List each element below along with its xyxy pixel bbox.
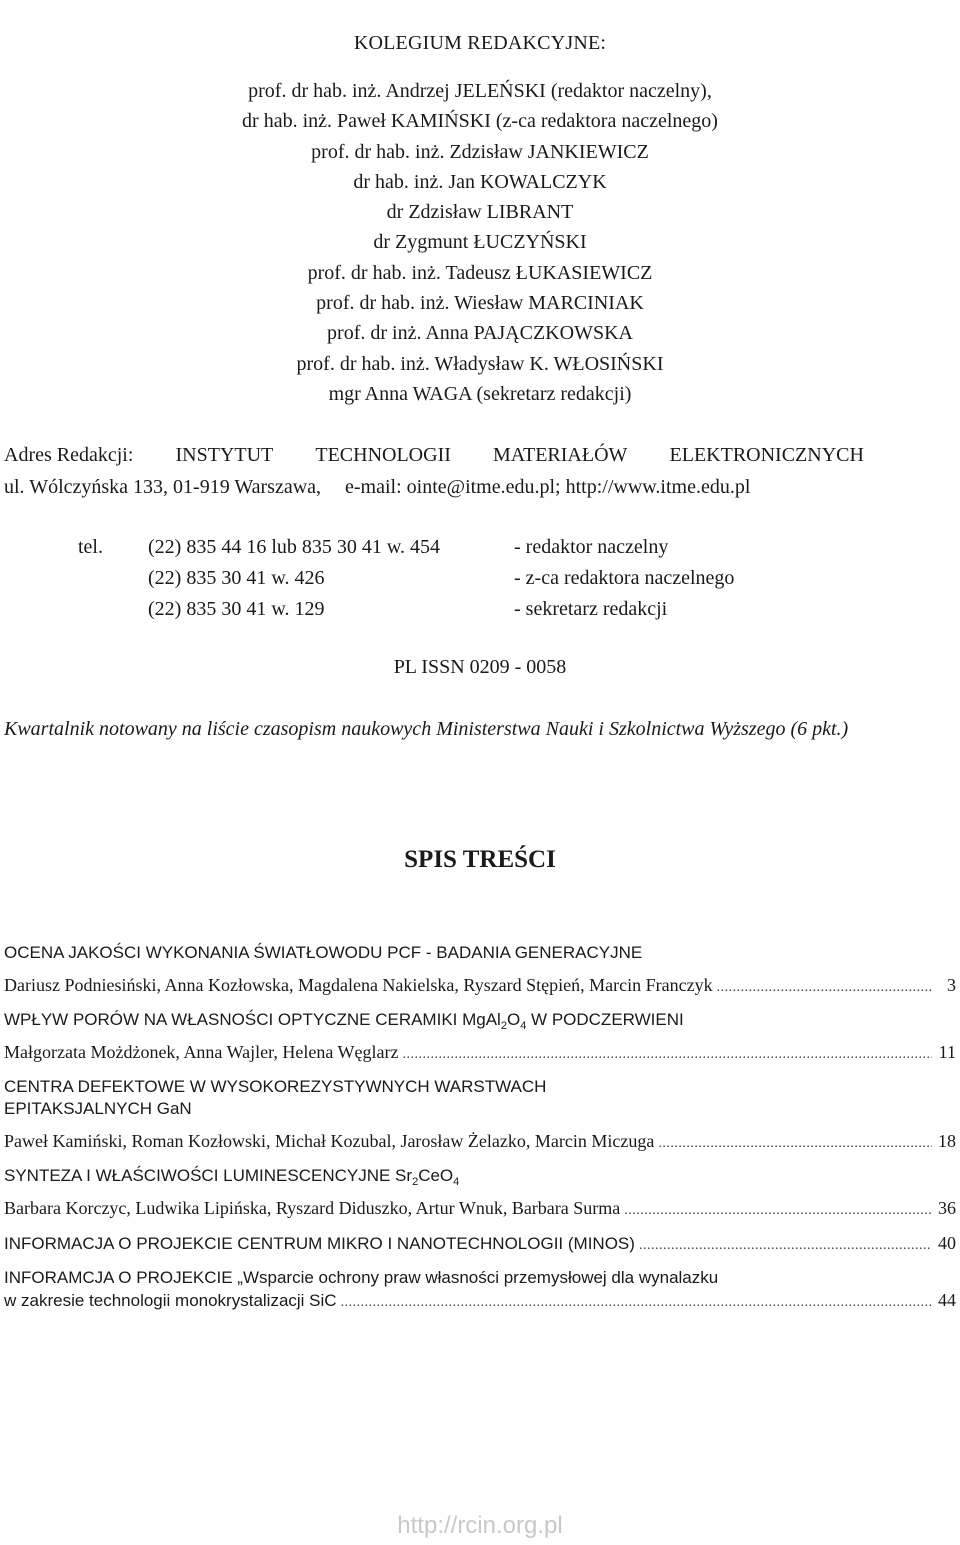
leader-dots <box>658 1130 932 1155</box>
board-member: prof. dr hab. inż. Tadeusz ŁUKASIEWICZ <box>307 261 653 284</box>
toc-entry-page: 44 <box>938 1290 956 1310</box>
subscript: 4 <box>453 1176 460 1188</box>
toc-entry-page: 40 <box>938 1233 956 1253</box>
phone-label: tel. <box>78 536 103 558</box>
phone-number: (22) 835 30 41 w. 426 <box>148 567 325 589</box>
phone-number: (22) 835 44 16 lub 835 30 41 w. 454 <box>148 536 441 558</box>
board-member: prof. dr hab. inż. Zdzisław JANKIEWICZ <box>311 140 649 163</box>
toc-entry-authors: Dariusz Podniesiński, Anna Kozłowska, Magdalena Nakielska, Ryszard Stępień, Marcin Franczyk <box>4 975 713 995</box>
toc-entry-title: OCENA JAKOŚCI WYKONANIA ŚWIATŁOWODU PCF - BADANIA GENERACYJNE <box>4 943 643 962</box>
leader-dots <box>341 1289 932 1314</box>
phone-role: - z-ca redaktora naczelnego <box>514 567 735 589</box>
journal-ranking-note: Kwartalnik notowany na liście czasopism naukowych Ministerstwa Nauki i Szkolnictwa Wyższego (6 pkt.) <box>4 718 849 740</box>
address-word: INSTYTUT <box>175 444 274 466</box>
leader-dots <box>624 1197 932 1222</box>
toc-entry-line[interactable] <box>4 1289 956 1314</box>
subscript: 2 <box>412 1176 419 1188</box>
table-of-contents <box>4 942 956 1314</box>
toc-entry-page: 18 <box>938 1131 956 1151</box>
issn-number: PL ISSN 0209 - 0058 <box>393 656 567 678</box>
leader-dots <box>403 1041 933 1066</box>
address-word: MATERIAŁÓW <box>492 444 628 466</box>
editorial-address-institute <box>4 444 864 467</box>
subscript: 2 <box>500 1020 507 1032</box>
board-member: dr Zdzisław LIBRANT <box>386 201 574 224</box>
editorial-board-title: KOLEGIUM REDAKCYJNE: <box>353 32 607 54</box>
title-text: SYNTEZA I WŁAŚCIWOŚCI LUMINESCENCYJNE Sr <box>4 1166 413 1185</box>
board-member: prof. dr hab. inż. Andrzej JELEŃSKI (redaktor naczelny), <box>248 80 712 102</box>
toc-entry-authors: Barbara Korczyc, Ludwika Lipińska, Ryszard Diduszko, Artur Wnuk, Barbara Surma <box>4 1198 621 1218</box>
toc-entry-authors: Małgorzata Możdżonek, Anna Wajler, Helena Węglarz <box>4 1042 399 1062</box>
source-url-watermark[interactable]: http://rcin.org.pl <box>397 1512 563 1539</box>
board-member: prof. dr inż. Anna PAJĄCZKOWSKA <box>327 322 633 345</box>
toc-entry-title <box>4 1165 956 1187</box>
address-word: ELEKTRONICZNYCH <box>669 444 864 466</box>
board-member: dr Zygmunt ŁUCZYŃSKI <box>373 231 587 254</box>
toc-entry-title: EPITAKSJALNYCH GaN <box>4 1099 192 1118</box>
toc-entry-authors-line[interactable] <box>4 974 956 999</box>
toc-entry-title <box>4 1009 956 1031</box>
toc-entry-page: 11 <box>938 1042 956 1062</box>
editorial-address-street <box>4 476 750 499</box>
board-member: mgr Anna WAGA (sekretarz redakcji) <box>328 382 632 405</box>
phone-number: (22) 835 30 41 w. 129 <box>148 598 325 620</box>
subscript: 4 <box>520 1020 527 1032</box>
leader-dots <box>639 1232 932 1257</box>
phone-role: - sekretarz redakcji <box>514 598 668 620</box>
toc-entry-page: 3 <box>947 975 956 995</box>
street-address: ul. Wólczyńska 133, 01-919 Warszawa, <box>4 476 322 498</box>
board-member: prof. dr hab. inż. Wiesław MARCINIAK <box>316 292 644 315</box>
title-text: W PODCZERWIENI <box>526 1010 684 1029</box>
address-label: Adres Redakcji: <box>4 444 134 466</box>
toc-entry-authors-line[interactable] <box>4 1041 956 1066</box>
toc-entry-title: CENTRA DEFEKTOWE W WYSOKOREZYSTYWNYCH WARSTWACH <box>4 1077 547 1096</box>
leader-dots <box>717 974 932 999</box>
title-text: CeO <box>418 1166 454 1185</box>
title-text: WPŁYW PORÓW NA WŁASNOŚCI OPTYCZNE CERAMIKI MgAl <box>4 1010 501 1029</box>
address-word: TECHNOLOGII <box>315 444 451 466</box>
toc-entry-title: INFORAMCJA O PROJEKCIE „Wsparcie ochrony praw własności przemysłowej dla wynalazku <box>4 1268 719 1287</box>
toc-entry-title: INFORMACJA O PROJEKCIE CENTRUM MIKRO I NANOTECHNOLOGII (MINOS) <box>4 1234 635 1253</box>
toc-entry-line[interactable] <box>4 1232 956 1257</box>
board-member: dr hab. inż. Paweł KAMIŃSKI (z-ca redaktora naczelnego) <box>242 110 718 133</box>
toc-entry-page: 36 <box>938 1198 956 1218</box>
editorial-board-list <box>0 76 960 409</box>
toc-entry-title: w zakresie technologii monokrystalizacji SiC <box>4 1291 337 1310</box>
toc-entry-authors-line[interactable] <box>4 1197 956 1222</box>
table-of-contents-heading: SPIS TREŚCI <box>404 846 556 873</box>
board-member: prof. dr hab. inż. Władysław K. WŁOSIŃSKI <box>296 352 664 375</box>
contact-email-website[interactable]: e-mail: ointe@itme.edu.pl; http://www.itme.edu.pl <box>345 476 751 498</box>
board-member: dr hab. inż. Jan KOWALCZYK <box>353 170 607 193</box>
phone-role: - redaktor naczelny <box>514 536 669 558</box>
toc-entry-authors: Paweł Kamiński, Roman Kozłowski, Michał Kozubal, Jarosław Żelazko, Marcin Miczuga <box>4 1131 655 1151</box>
title-text: O <box>506 1010 521 1029</box>
toc-entry-authors-line[interactable] <box>4 1130 956 1155</box>
